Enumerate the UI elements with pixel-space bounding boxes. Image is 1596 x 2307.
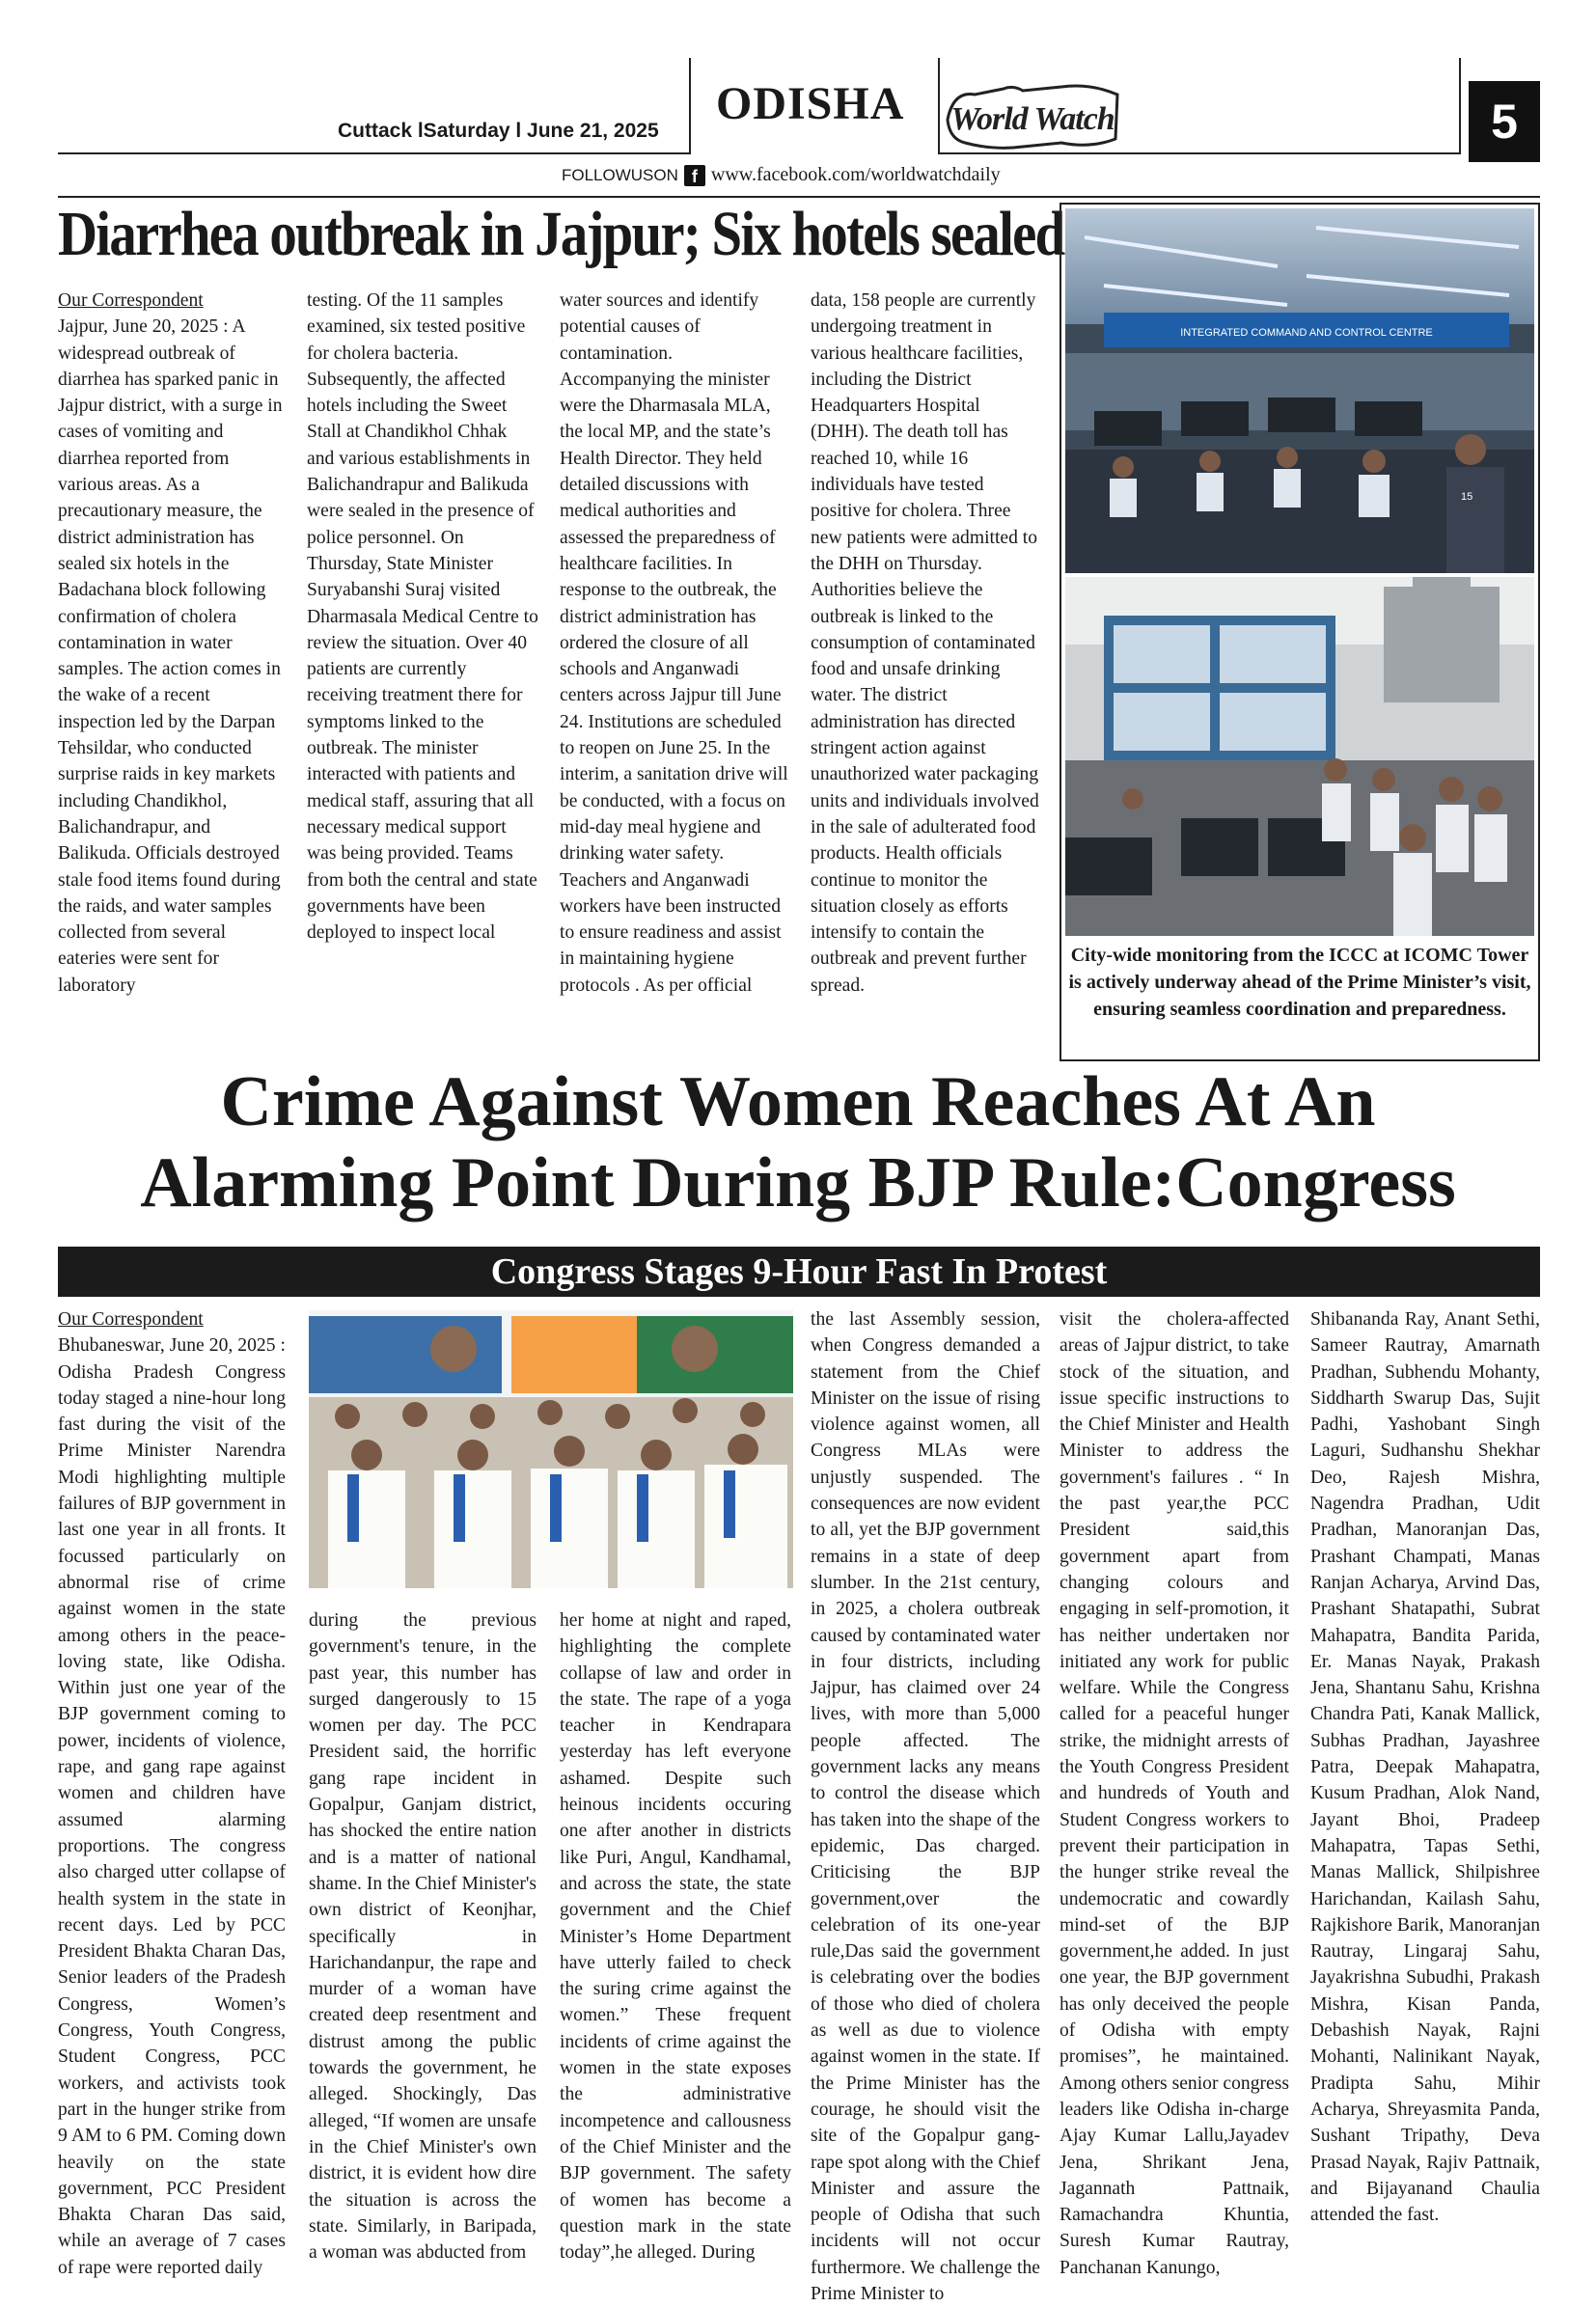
story2-column-3	[560, 1607, 791, 2266]
page-number: 5	[1469, 81, 1540, 162]
story2-col5-text: visit the cholera-affected areas of Jajpur district, to take stock of the situation, and issue specific instructions to the Chief Minister and Health Minister to address the government's failures . “ In the past year,the PCC President said,this government apart from changing colours and engaging in self-promotion, it has neither undertaken nor initiated any work for public welfare. While the Congress called for a peaceful hunger strike, the midnight arrests of the Youth Congress President and hundreds of Youth and Student Congress workers to prevent their participation in the hunger strike reveal the undemocratic and cowardly mind-set of the BJP government,he added. In just one year, the BJP government has only deceived the people of Odisha with empty promises”, he maintained. Among others senior congress leaders like Odisha in-charge Ajay Kumar Lallu,Jayadev Jena, Shrikant Jena, Jagannath Pattnaik, Ramachandra Khuntia, Suresh Kumar Rautray, Panchanan Kanungo,	[1059, 1309, 1289, 2278]
story1-col4-text: data, 158 people are currently undergoing treatment in various healthcare facilities, including the District Headquarters Hospital (DHH). The death toll has reached 10, while 16 individuals have tested positive for cholera. Three new patients were admitted to the DHH on Thursday. Authorities believe the outbreak is linked to the consumption of contaminated food and unsafe drinking water. The district administration has directed stringent action against unauthorized water packaging units and individuals involved in the sale of adulterated food products. Health officials continue to monitor the situation closely as efforts intensify to contain the outbreak and prevent further spread.	[811, 290, 1039, 996]
story1-column-2	[307, 288, 538, 946]
story2-column-1	[58, 1306, 286, 2281]
svg-text:15: 15	[1461, 491, 1473, 503]
command-centre-sign: INTEGRATED COMMAND AND CONTROL CENTRE	[1180, 327, 1433, 339]
story2-byline: Our Correspondent	[58, 1309, 204, 1330]
story1-column-4	[811, 288, 1040, 999]
story1-headline: Diarrhea outbreak in Jajpur; Six hotels sealed	[58, 199, 1064, 269]
story1-col3-text: water sources and identify potential causes of contamination. Accompanying the minister were the Dharmasala MLA, the local MP, and the state’s Health Director. They held detailed discussions with medical authorities and assessed the preparedness of healthcare facilities. In response to the outbreak, the district administration has ordered the closure of all schools and Anganwadi centers across Jajpur till June 24. Institutions are scheduled to reopen on June 25. In the interim, a sanitation drive will be conducted, with a focus on mid-day meal hygiene and drinking water safety. Teachers and Anganwadi workers have been instructed to ensure readiness and assist in maintaining hygiene protocols . As per official	[560, 290, 788, 996]
story1-column-1	[58, 288, 284, 999]
story2-column-2	[309, 1607, 537, 2266]
story1-col2-text: testing. Of the 11 samples examined, six tested positive for cholera bacteria. Subsequently, the affected hotels including the Sweet Stall at Chandikhol Chhak and various establishments in Balichandrapur and Balikuda were sealed in the presence of police personnel. On Thursday, State Minister Suryabanshi Suraj visited Dharmasala Medical Centre to review the situation. Over 40 patients are currently receiving treatment there for symptoms linked to the outbreak. The minister interacted with patients and medical staff, assuring that all necessary medical support was being provided. Teams from both the central and state governments have been deployed to inspect local	[307, 290, 538, 944]
story2-subheadline: Congress Stages 9-Hour Fast In Protest	[58, 1247, 1540, 1297]
congress-fast-photo	[309, 1310, 793, 1588]
story2-col3-text: her home at night and raped, highlighting the complete collapse of law and order in the state. The rape of a yoga teacher in Kendrapara yesterday has left everyone ashamed. Despite such heinous incidents occuring one after another in districts like Puri, Angul, Kandhamal, and across the state, the state government and the Chief Minister’s Home Department have utterly failed to check the suring crime against the women.” These frequent incidents of crime against the women in the state exposes the administrative incompetence and callousness of the Chief Minister and the BJP government. The safety of women has become a question mark in the state today”,he alleged. During	[560, 1610, 791, 2264]
facebook-icon[interactable]: f	[684, 165, 705, 186]
control-room-photo-bottom	[1065, 577, 1534, 936]
story2-headline-line1: Crime Against Women Reaches At An	[220, 1062, 1376, 1141]
story1-column-3	[560, 288, 791, 999]
story1-byline: Our Correspondent	[58, 290, 204, 311]
story2-col2-text: during the previous government's tenure, in the past year, this number has surged dangerously to 15 women per day. The PCC President said, the horrific gang rape incident in Gopalpur, Ganjam district, has shocked the entire nation and is a matter of national shame. In the Chief Minister's own district of Keonjhar, specifically in Harichandanpur, the rape and murder of a woman have created deep resentment and distrust among the public towards the government, he alleged. Shockingly, Das alleged, “If women are unsafe in the Chief Minister's own district, it is evident how dire the situation is across the state. Similarly, in Baripada, a woman was abducted from	[309, 1610, 537, 2264]
section-title: ODISHA	[716, 78, 905, 129]
story2-col6-text: Shibananda Ray, Anant Sethi, Sameer Rautray, Amarnath Pradhan, Subhendu Mohanty, Siddharth Swarup Das, Sujit Padhi, Yashobant Singh Laguri, Sudhanshu Shekhar Deo, Rajesh Mishra, Nagendra Pradhan, Udit Pradhan, Manoranjan Das, Prashant Champati, Manas Ranjan Acharya, Arvind Das, Prashant Shatapathi, Subrat Mahapatra, Bandita Parida, Er. Manas Nayak, Prakash Jena, Shantanu Sahu, Krishna Chandra Pati, Kanak Mallick, Subhas Pradhan, Jayashree Patra, Deepak Mahapatra, Kusum Pradhan, Alok Nand, Jayant Bhoi, Pradeep Mahapatra, Tapas Sethi, Manas Mallick, Shilpishree Harichandan, Kailash Sahu, Rajkishore Barik, Manoranjan Rautray, Lingaraj Sahu, Jayakrishna Subudhi, Prakash Mishra, Kisan Panda, Debashish Nayak, Rajni Mohanti, Nalinikant Nayak, Pradipta Sahu, Mihir Acharya, Shreyasmita Panda, Sushant Tripathy, Deva Prasad Nayak, Rajiv Pattnaik, and Bijayanand Chaulia attended the fast.	[1310, 1309, 1540, 2226]
story2-headline	[39, 1061, 1557, 1223]
follow-us-line	[562, 164, 1001, 186]
dateline: Cuttack lSaturday l June 21, 2025	[338, 120, 659, 142]
story1-col1-text: Jajpur, June 20, 2025 : A widespread outbreak of diarrhea has sparked panic in Jajpur district, with a surge in cases of vomiting and diarrhea reported from various areas. As a precautionary measure, the district administration has sealed six hotels in the Badachana block following confirmation of cholera contamination in water samples. The action comes in the wake of a recent inspection led by the Darpan Tehsildar, who conducted surprise raids in key markets including Chandikhol, Balichandrapur, and Balikuda. Officials destroyed stale food items found during the raids, and water samples collected from several eateries were sent for laboratory	[58, 316, 283, 996]
story2-column-4	[811, 1306, 1040, 2307]
svg-text:World Watch: World Watch	[950, 101, 1114, 137]
photo-caption: City-wide monitoring from the ICCC at ICOMC Tower is actively underway ahead of the Prime Minister’s visit, ensuring seamless coordination and preparedness.	[1068, 945, 1531, 1020]
follow-label: FOLLOWUSON	[562, 165, 678, 184]
world-watch-logo	[946, 81, 1121, 151]
facebook-url[interactable]: www.facebook.com/worldwatchdaily	[710, 164, 1001, 185]
story2-column-5	[1059, 1306, 1289, 2281]
story2-headline-line2: Alarming Point During BJP Rule:Congress	[140, 1143, 1456, 1222]
story2-column-6	[1310, 1306, 1540, 2228]
control-room-photo-top	[1065, 208, 1534, 573]
story2-col1-text: Bhubaneswar, June 20, 2025 : Odisha Pradesh Congress today staged a nine-hour long fast during the visit of the Prime Minister Narendra Modi highlighting multiple failures of BJP government in last one year in all fronts. It focussed particularly on abnormal rise of crime against women in the state among others in the peace-loving state, like Odisha. Within just one year of the BJP government coming to power, incidents of violence, rape, and gang rape against women and children have assumed alarming proportions. The congress also charged utter collapse of health system in the state in recent days. Led by PCC President Bhakta Charan Das, Senior leaders of the Pradesh Congress, Women’s Congress, Youth Congress, Student Congress, PCC workers, and activists took part in the hunger strike from 9 AM to 6 PM. Coming down heavily on the state government, PCC President Bhakta Charan Das said, while an average of 7 cases of rape were reported daily	[58, 1335, 286, 2278]
story2-col4-text: the last Assembly session, when Congress demanded a statement from the Chief Minister on the issue of rising violence against women, all Congress MLAs were unjustly suspended. The consequences are now evident to all, yet the BJP government remains in a state of deep slumber. In the 21st century, in 2025, a cholera outbreak caused by contaminated water in four districts, including Jajpur, has claimed over 24 lives, with more than 5,000 people affected. The government lacks any means to control the disease which has taken into the shape of the epidemic, Das charged. Criticising the BJP government,over the celebration of its one-year rule,Das said the government is celebrating over the bodies of those who died of cholera as well as due to violence against women in the state. If the Prime Minister has the courage, he should visit the site of the Gopalpur gang-rape spot along with the Chief Minister and assure the people of Odisha that such incidents will not occur furthermore. We challenge the Prime Minister to	[811, 1309, 1040, 2304]
